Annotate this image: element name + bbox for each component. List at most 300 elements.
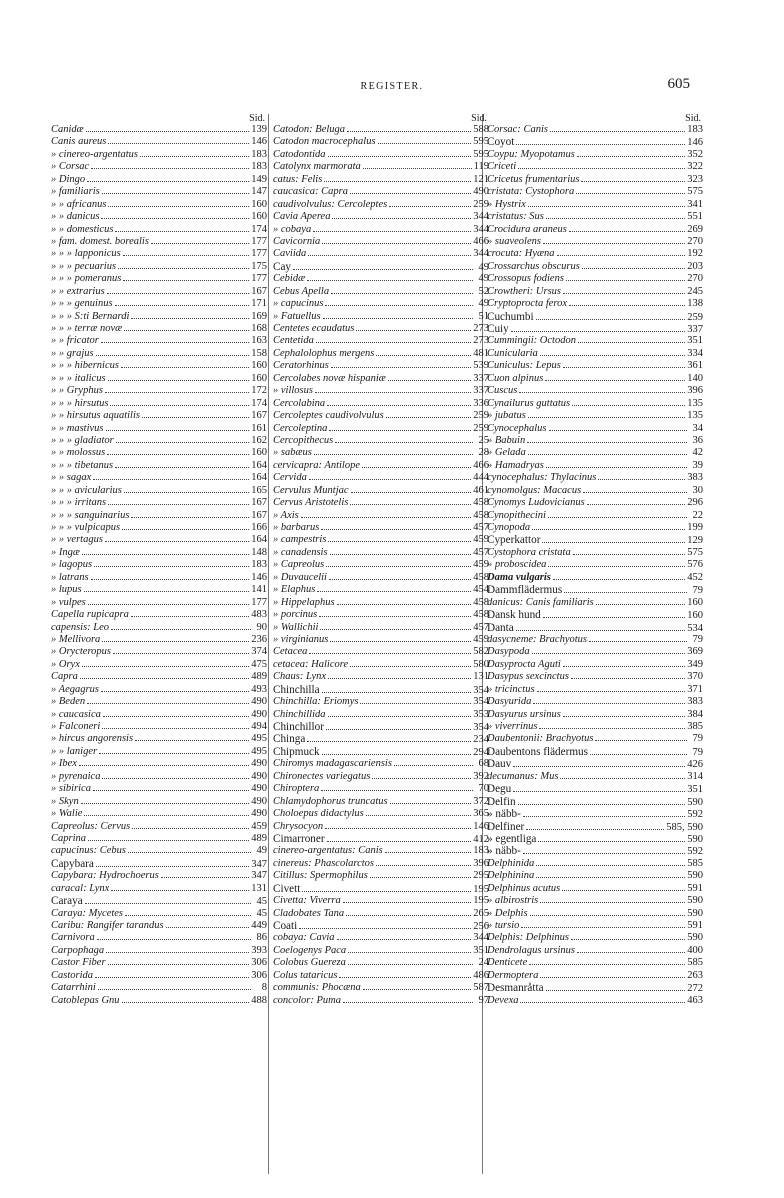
index-entry [487, 684, 703, 696]
index-column-1 [51, 114, 267, 1007]
entry-term: Dendrolagus ursinus [487, 944, 575, 956]
entry-term: » sibirica [51, 783, 91, 795]
dot-leader [108, 379, 250, 381]
entry-page: 539 [473, 360, 489, 372]
dot-leader [328, 715, 472, 717]
dot-leader [363, 167, 472, 169]
entry-page: 270 [687, 235, 703, 247]
index-entry [51, 572, 267, 584]
entry-page: 354 [473, 684, 489, 696]
entry-page: 454 [473, 584, 489, 596]
entry-term: Capreolus: Cervus [51, 820, 131, 832]
entry-page: 457 [473, 621, 489, 633]
entry-page: 148 [251, 546, 267, 558]
entry-page: 590 [687, 895, 703, 907]
entry-page: 171 [251, 298, 267, 310]
entry-page: 347 [251, 858, 267, 870]
index-entry [273, 435, 489, 447]
entry-page: 273 [473, 335, 489, 347]
entry-page: 466 [473, 235, 489, 247]
entry-page: 269 [687, 223, 703, 235]
dot-leader [536, 864, 685, 866]
entry-page: 90 [256, 621, 267, 633]
entry-page: 183 [251, 148, 267, 160]
entry-term: Dammflädermus [487, 584, 563, 597]
entry-page: 426 [687, 759, 703, 771]
entry-page: 166 [251, 522, 267, 533]
entry-term: » » danicus [51, 211, 100, 223]
dot-leader [563, 292, 685, 294]
entry-page: 165 [251, 484, 267, 496]
dot-leader [553, 578, 685, 580]
entry-term: Cebus Apella [273, 285, 330, 297]
dot-leader [536, 318, 686, 320]
entry-term: » » africanus [51, 198, 107, 210]
dot-leader [327, 840, 472, 842]
entry-term: Crossarchus obscurus [487, 260, 580, 272]
index-entry [487, 199, 703, 211]
entry-page: 591 [687, 920, 703, 931]
entry-term: Crossopus fodiens [487, 273, 564, 285]
index-entry [51, 746, 267, 758]
index-entry [51, 348, 267, 360]
entry-term: » » » S:ti Bernardi [51, 310, 130, 322]
entry-term: » » » pomeranus [51, 273, 122, 285]
dot-leader [348, 951, 471, 953]
entry-term: Daubentonii: Brachyotus [487, 733, 594, 745]
dot-leader [151, 242, 249, 244]
index-entry [51, 783, 267, 795]
entry-page: 22 [692, 509, 703, 521]
dot-leader [564, 591, 687, 593]
index-entry [273, 833, 489, 845]
entry-term: » näbb- [487, 845, 521, 858]
entry-term: Cricetus frumentarius [487, 173, 580, 185]
index-entry [51, 174, 267, 186]
dot-leader [106, 429, 250, 431]
dot-leader [111, 628, 251, 630]
entry-page: 160 [251, 360, 267, 372]
entry-term: » » » sanguinarius [51, 509, 130, 521]
dot-leader [315, 391, 471, 393]
index-entry [273, 920, 489, 932]
dot-leader [560, 777, 685, 779]
dot-leader [518, 803, 686, 805]
entry-term: Cuiy [487, 323, 509, 335]
entry-page: 486 [473, 969, 489, 981]
dot-leader [546, 217, 685, 219]
entry-term: Colus tataricus [273, 969, 338, 981]
entry-page: 595 [473, 148, 489, 160]
dot-leader [350, 503, 471, 505]
entry-page: 45 [256, 896, 267, 908]
entry-term: Cummingii: Octodon [487, 335, 576, 347]
dot-leader [101, 690, 249, 692]
entry-term: Cuniculus: Lepus [487, 360, 561, 372]
dot-leader [557, 254, 686, 256]
index-entry [487, 174, 703, 186]
index-entry [487, 373, 703, 385]
dot-leader [521, 926, 685, 928]
entry-page: 167 [251, 497, 267, 509]
dot-leader [102, 640, 249, 642]
dot-leader [81, 802, 250, 804]
entry-term: Cay [273, 260, 292, 273]
entry-term: » » Gryphus [51, 385, 103, 397]
entry-term: Centetida [273, 335, 314, 347]
page-title: REGISTER. [360, 81, 424, 92]
dot-leader [121, 366, 249, 368]
entry-page: 192 [687, 248, 703, 260]
index-entry [51, 671, 267, 683]
index-entry [51, 559, 267, 571]
index-entry [487, 161, 703, 173]
entry-term: » » extrarius [51, 285, 105, 297]
entry-term: Chinchillida [273, 708, 326, 720]
index-entry [273, 410, 489, 422]
index-entry [487, 671, 703, 683]
entry-page: 195 [473, 883, 489, 895]
index-entry [51, 945, 267, 957]
entry-term: Dasyurida [487, 696, 532, 708]
entry-term: Dermoptera [487, 969, 539, 981]
index-entry [487, 845, 703, 857]
entry-term: Ceratorhinus [273, 360, 329, 372]
entry-page: 146 [251, 136, 267, 148]
index-entry [273, 970, 489, 982]
index-entry [51, 485, 267, 497]
dot-leader [337, 603, 472, 605]
index-entry [487, 273, 703, 285]
dot-leader [569, 230, 685, 232]
dot-leader [123, 254, 250, 256]
dot-leader [543, 242, 685, 244]
entry-page: 167 [251, 509, 267, 521]
dot-leader [324, 180, 471, 182]
entry-term: Cuscus [487, 385, 518, 397]
entry-term: cobaya: Cavia [273, 932, 335, 944]
dot-leader [351, 491, 472, 493]
dot-leader [85, 902, 251, 904]
dot-leader [590, 753, 687, 755]
index-entry [487, 335, 703, 347]
entry-term: » näbb- [487, 808, 521, 821]
dot-leader [124, 329, 249, 331]
index-entry [487, 995, 703, 1007]
entry-term: Danta [487, 621, 514, 634]
dot-leader [309, 652, 471, 654]
entry-term: cristata: Cystophora [487, 186, 575, 198]
index-entry [487, 298, 703, 310]
dot-leader [520, 1001, 685, 1003]
index-entry [51, 858, 267, 870]
dot-leader [135, 739, 249, 741]
dot-leader [388, 379, 471, 381]
entry-page: 459 [251, 820, 267, 832]
entry-term: » villosus [273, 385, 313, 397]
dot-leader [332, 217, 471, 219]
column-head: Sid. [249, 113, 265, 124]
entry-page: 160 [687, 610, 703, 622]
entry-page: 475 [251, 658, 267, 670]
entry-term: Denticete [487, 957, 528, 969]
entry-term: » » laniger [51, 745, 98, 757]
index-entry [51, 410, 267, 422]
index-entry [487, 808, 703, 820]
index-entry [51, 684, 267, 696]
dot-leader [86, 130, 250, 132]
entry-page: 337 [687, 324, 703, 335]
entry-term: Degu [487, 783, 512, 796]
dot-leader [322, 691, 472, 693]
entry-page: 490 [251, 770, 267, 782]
index-entry [273, 945, 489, 957]
dot-leader [87, 702, 249, 704]
entry-term: Capra [51, 671, 78, 683]
index-entry [487, 360, 703, 372]
dot-leader [539, 727, 685, 729]
dot-leader [516, 629, 686, 631]
entry-page: 488 [251, 994, 267, 1006]
dot-leader [550, 130, 685, 132]
dot-leader [293, 268, 473, 270]
entry-term: Dasypoda [487, 646, 530, 658]
dot-leader [96, 354, 250, 356]
entry-page: 344 [473, 211, 489, 223]
entry-term: » Capreolus [273, 559, 325, 571]
entry-page: 39 [692, 459, 703, 471]
entry-page: 199 [687, 522, 703, 533]
entry-page: 183 [687, 124, 703, 135]
index-entry [51, 646, 267, 658]
entry-term: » sabæus [273, 447, 312, 459]
entry-term: » lagopus [51, 559, 93, 571]
entry-page: 337 [473, 385, 489, 397]
dot-leader [321, 528, 471, 530]
entry-page: 383 [687, 696, 703, 708]
index-entry [487, 460, 703, 472]
index-entry [51, 758, 267, 770]
index-entry [51, 447, 267, 459]
entry-term: » fam. domest. borealis [51, 235, 149, 247]
dot-leader [527, 441, 687, 443]
dot-leader [111, 889, 249, 891]
entry-term: » » » tibetanus [51, 459, 114, 471]
dot-leader [302, 890, 471, 892]
entry-page: 168 [251, 323, 267, 334]
dot-leader [103, 715, 249, 717]
entry-term: Canis aureus [51, 136, 107, 148]
entry-term: Cynopithecini [487, 509, 546, 521]
index-entry [487, 410, 703, 422]
index-entry [273, 124, 489, 136]
entry-page: 371 [687, 683, 703, 695]
entry-page: 295 [473, 870, 489, 882]
dot-leader [360, 702, 471, 704]
entry-term: Cetacea [273, 646, 308, 658]
entry-term: Caribu: Rangifer tarandus [51, 920, 164, 931]
entry-page: 490 [251, 708, 267, 720]
dot-leader [532, 528, 685, 530]
dot-leader [548, 565, 685, 567]
entry-page: 461 [473, 484, 489, 496]
entry-term: cristatus: Sus [487, 211, 544, 223]
dot-leader [131, 615, 249, 617]
entry-term: capucinus: Cebus [51, 845, 126, 857]
dot-leader [322, 753, 472, 755]
dot-leader [350, 665, 471, 667]
index-entry [487, 248, 703, 260]
index-entry [51, 211, 267, 223]
entry-page: 490 [251, 808, 267, 820]
entry-term: » egentliga [487, 832, 537, 845]
entry-page: 135 [687, 397, 703, 409]
index-entry [273, 497, 489, 509]
entry-page: 177 [251, 273, 267, 285]
entry-page: 49 [478, 261, 489, 273]
dot-leader [543, 616, 685, 618]
dot-leader [105, 540, 249, 542]
entry-term: Dama vulgaris [487, 571, 551, 583]
entry-term: Coelogenys Paca [273, 944, 347, 956]
index-entry [487, 709, 703, 721]
entry-term: Dasyurus ursinus [487, 708, 561, 720]
index-entry [51, 186, 267, 198]
entry-page: 369 [687, 646, 703, 658]
index-entry [487, 821, 703, 833]
entry-term: » campestris [273, 534, 327, 546]
index-entry [273, 472, 489, 484]
entry-term: cynocephalus: Thylacinus [487, 472, 597, 484]
entry-term: » familiaris [51, 186, 100, 198]
entry-term: caucasica: Capra [273, 186, 348, 198]
entry-page: 590 [687, 796, 703, 808]
index-entry [487, 634, 703, 646]
entry-term: concolor: Puma [273, 994, 341, 1006]
index-entry [273, 845, 489, 857]
entry-page: 347 [251, 870, 267, 882]
entry-term: Centetes ecaudatus [273, 323, 355, 334]
page-header [0, 76, 784, 96]
dot-leader [328, 540, 471, 542]
dot-leader [563, 715, 685, 717]
index-entry [487, 124, 703, 136]
dot-leader [131, 516, 249, 518]
index-entry [51, 236, 267, 248]
index-entry [51, 622, 267, 634]
entry-page: 79 [692, 733, 703, 745]
dot-leader [314, 453, 473, 455]
index-entry [273, 796, 489, 808]
index-entry [51, 298, 267, 310]
dot-leader [346, 914, 471, 916]
dot-leader [106, 951, 249, 953]
entry-page: 344 [473, 248, 489, 260]
entry-page: 79 [692, 746, 703, 758]
dot-leader [309, 478, 471, 480]
index-entry [487, 186, 703, 198]
dot-leader [93, 789, 249, 791]
index-entry [273, 696, 489, 708]
dot-leader [578, 341, 685, 343]
entry-term: » » » avicularius [51, 484, 122, 496]
entry-page: 245 [687, 285, 703, 297]
entry-term: » Ingæ [51, 546, 80, 558]
entry-term: Delphis: Delphinus [487, 932, 569, 944]
dot-leader [372, 777, 471, 779]
dot-leader [313, 230, 471, 232]
entry-term: Delphinus acutus [487, 882, 561, 894]
dot-leader [581, 180, 685, 182]
dot-leader [356, 329, 471, 331]
entry-term: » Delphis [487, 907, 528, 919]
entry-page: 164 [251, 472, 267, 484]
index-entry [487, 858, 703, 870]
dot-leader [339, 976, 471, 978]
index-entry [487, 758, 703, 770]
entry-page: 177 [251, 248, 267, 260]
index-entry [51, 696, 267, 708]
entry-page: 121 [473, 173, 489, 185]
entry-term: » Mellivora [51, 633, 101, 645]
dot-leader [376, 354, 471, 356]
entry-page: 392 [473, 770, 489, 782]
entry-term: » » » lapponicus [51, 248, 121, 260]
entry-page: 160 [251, 198, 267, 210]
index-entry [51, 870, 267, 882]
entry-term: Carnivora [51, 932, 95, 944]
entry-page: 353 [473, 708, 489, 720]
index-entry [487, 970, 703, 982]
dot-leader [528, 453, 687, 455]
index-entry [487, 522, 703, 534]
entry-term: Colobus Guereza [273, 957, 346, 969]
entry-term: » tursio [487, 920, 520, 931]
index-entry [487, 224, 703, 236]
dot-leader [107, 453, 249, 455]
entry-page: 352 [687, 148, 703, 160]
entry-term: cinereo-argentatus: Canis [273, 845, 383, 857]
dot-leader [115, 230, 249, 232]
entry-page: 457 [473, 522, 489, 533]
entry-term: » Dingo [51, 173, 86, 185]
index-entry [273, 534, 489, 546]
index-entry [51, 423, 267, 435]
dot-leader [124, 491, 249, 493]
index-entry [487, 721, 703, 733]
dot-leader [140, 155, 249, 157]
entry-page: 458 [473, 509, 489, 521]
entry-term: Cimarroner [273, 832, 325, 845]
dot-leader [331, 292, 473, 294]
dot-leader [511, 330, 685, 332]
dot-leader [386, 416, 472, 418]
entry-term: » Oryx [51, 658, 80, 670]
dot-leader [128, 851, 251, 853]
entry-term: » barbarus [273, 522, 320, 533]
entry-page: 141 [251, 584, 267, 596]
entry-term: Cynomys Ludovicianus [487, 497, 585, 509]
dot-leader [536, 876, 685, 878]
index-entry [51, 335, 267, 347]
dot-leader [573, 553, 686, 555]
entry-term: Dauv [487, 758, 512, 771]
entry-page: 590 [687, 870, 703, 882]
entry-page: 160 [251, 372, 267, 384]
entry-term: » cinereo-argentatus [51, 148, 138, 160]
entry-term: Delfiner [487, 820, 525, 833]
index-entry [273, 957, 489, 969]
